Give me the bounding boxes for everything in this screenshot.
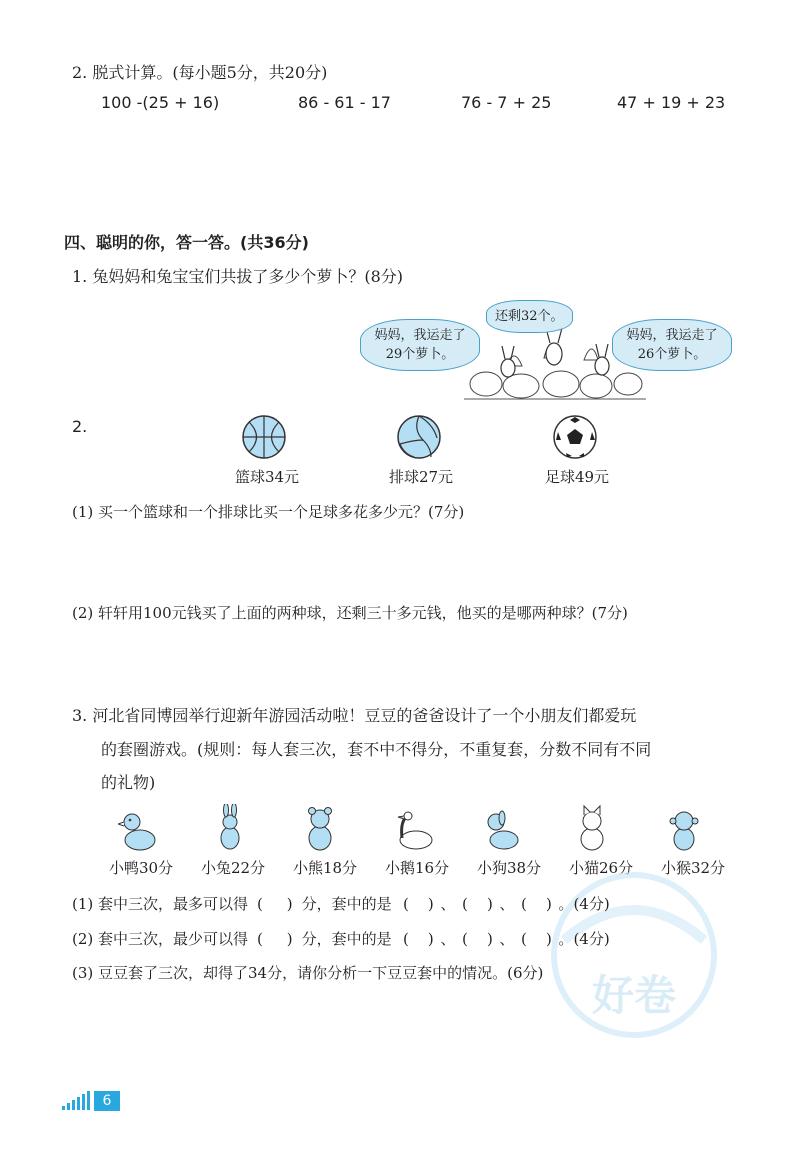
animal-label-goose: 小鹅16分 [384, 859, 450, 877]
speech-bubble-middle: 还剩32个。 [486, 300, 573, 333]
dog-icon [480, 806, 524, 852]
calc-problem-3: 76 - 7 + 25 [461, 93, 552, 112]
calc-problem-2: 86 - 61 - 17 [298, 93, 391, 112]
section-4-heading: 四、聪明的你，答一答。(共36分) [64, 233, 309, 252]
basketball-price: 篮球34元 [234, 468, 300, 486]
animal-label-dog: 小狗38分 [476, 859, 542, 877]
q3-sub2-blank-1[interactable]: ( ) [403, 930, 434, 948]
animal-label-rabbit: 小兔22分 [200, 859, 266, 877]
rabbit-icon [210, 804, 250, 852]
cat-icon [572, 804, 612, 852]
q3-sub1-blank-1[interactable]: ( ) [403, 895, 434, 913]
bear-icon [300, 804, 340, 852]
calc-problem-4: 47 + 19 + 23 [617, 93, 726, 112]
q3-line2: 的套圈游戏。(规则：每人套三次，套不中不得分，不重复套，分数不同有不同 [101, 740, 652, 759]
duck-icon [118, 808, 158, 852]
animal-label-bear: 小熊18分 [292, 859, 358, 877]
q3-sub1-blank-3[interactable]: ( ) [521, 895, 552, 913]
section-2-heading: 2. 脱式计算。(每小题5分，共20分) [72, 63, 328, 82]
q3-sub2: (2) 套中三次，最少可以得 ( ) 分，套中的是 ( ) 、 ( ) 、 ( ) 。(4分) [72, 930, 610, 948]
q3-sub1: (1) 套中三次，最多可以得 ( ) 分，套中的是 ( ) 、 ( ) 、 ( ) 。(4分) [72, 895, 610, 913]
q3-sub2-points: (4分) [573, 930, 610, 948]
page-number: 6 [94, 1091, 120, 1111]
soccer-ball-price: 足球49元 [544, 468, 610, 486]
q3-sub1-blank-2[interactable]: ( ) [462, 895, 493, 913]
q3-sub3: (3) 豆豆套了三次，却得了34分，请你分析一下豆豆套中的情况。(6分) [72, 964, 544, 982]
q2-sub2: (2) 轩轩用100元钱买了上面的两种球，还剩三十多元钱，他买的是哪两种球？(7分) [72, 604, 628, 622]
q3-sub1-prefix: (1) 套中三次，最多可以得 [72, 895, 249, 913]
q3-sub2-blank-3[interactable]: ( ) [521, 930, 552, 948]
watermark-text: 好卷 [591, 971, 677, 1020]
soccer-ball-icon [552, 414, 598, 460]
page-bars-icon [60, 1088, 96, 1112]
rabbit-scene [356, 296, 746, 406]
q3-sub2-mid: 分，套中的是 [301, 930, 392, 948]
basketball-icon [241, 414, 287, 460]
q2-sub1: (1) 买一个篮球和一个排球比买一个足球多花多少元？(7分) [72, 503, 465, 521]
speech-bubble-left: 妈妈，我运走了29个萝卜。 [360, 319, 480, 371]
volleyball-icon [396, 414, 442, 460]
q3-sub2-blank-2[interactable]: ( ) [462, 930, 493, 948]
animal-label-duck: 小鸭30分 [108, 859, 174, 877]
q2-number: 2. [72, 417, 88, 436]
calc-problem-1: 100 -(25 + 16) [101, 93, 220, 112]
q3-line3: 的礼物) [101, 773, 156, 792]
animal-label-monkey: 小猴32分 [660, 859, 726, 877]
animal-label-cat: 小猫26分 [568, 859, 634, 877]
q3-line1: 3. 河北省同博园举行迎新年游园活动啦！豆豆的爸爸设计了一个小朋友们都爱玩 [72, 706, 637, 725]
monkey-icon [664, 804, 704, 852]
goose-icon [388, 808, 434, 852]
q3-sub2-score-blank[interactable]: ( ) [257, 930, 293, 948]
q3-sub1-points: (4分) [573, 895, 610, 913]
q3-sub1-mid: 分，套中的是 [301, 895, 392, 913]
volleyball-price: 排球27元 [388, 468, 454, 486]
q1-text: 1. 兔妈妈和兔宝宝们共拔了多少个萝卜？(8分) [72, 267, 404, 286]
q3-sub1-score-blank[interactable]: ( ) [257, 895, 293, 913]
q3-sub2-prefix: (2) 套中三次，最少可以得 [72, 930, 249, 948]
speech-bubble-right: 妈妈，我运走了26个萝卜。 [612, 319, 732, 371]
